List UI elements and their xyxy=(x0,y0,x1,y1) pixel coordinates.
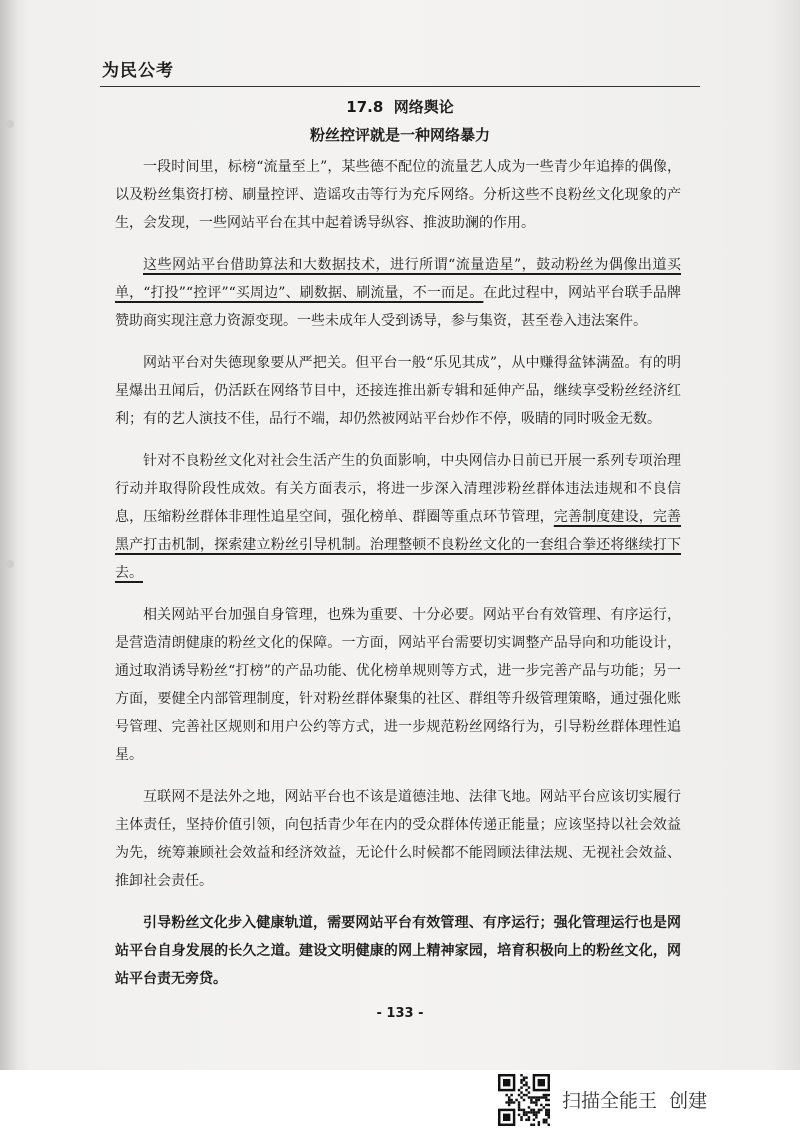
paragraph-text: 一段时间里，标榜“流量至上”，某些德不配位的流量艺人成为一些青少年追捧的偶像，以及粉丝集资打榜、刷量控评、造谣攻击等行为充斥网络。分析这些不良粉丝文化现象的产生，会发现，一些网站平台在其中起着诱导纵容、推波助澜的作用。 xyxy=(115,159,681,231)
paragraph-text: 在此过程中，网站平台联手品牌赞助商实现注意力资源变现。一些未成年人受到诱导，参与集资，甚至卷入违法案件。 xyxy=(115,285,681,329)
paragraph-text: 相关网站平台加强自身管理，也殊为重要、十分必要。网站平台有效管理、有序运行，是营造清朗健康的粉丝文化的保障。一方面，网站平台需要切实调整产品导向和功能设计，通过取消诱导粉丝“打榜”的产品功能、优化榜单规则等方式，进一步完善产品与功能；另一方面，要健全内部管理制度，针对粉丝群体聚集的社区、群组等升级管理策略，通过强化账号管理、完善社区规则和用户公约等方式，进一步规范粉丝网络行为，引导粉丝群体理性追星。 xyxy=(115,607,681,763)
paragraph xyxy=(115,783,681,895)
section-title: 17.8 网络舆论 xyxy=(346,98,454,116)
paragraph-text: 互联网不是法外之地，网站平台也不该是道德洼地、法律飞地。网站平台应该切实履行主体责任，坚持价值引领，向包括青少年在内的受众群体传递正能量；应该坚持以社会效益为先，统筹兼顾社会效益和经济效益，无论什么时候都不能罔顾法律法规、无视社会效益、推卸社会责任。 xyxy=(115,789,681,889)
punch-hole-mark xyxy=(6,120,14,128)
paragraph-text: 网站平台对失德现象要从严把关。但平台一般“乐见其成”，从中赚得盆钵满盈。有的明星爆出丑闻后，仍活跃在网络节目中，还接连推出新专辑和延伸产品，继续享受粉丝经济红利；有的艺人演技不佳，品行不端，却仍然被网站平台炒作不停，吸睛的同时吸金无数。 xyxy=(115,355,681,427)
paragraph xyxy=(115,601,681,769)
running-header: 为民公考 xyxy=(102,61,174,81)
paragraph xyxy=(115,251,681,335)
paragraph-text: 针对不良粉丝文化对社会生活产生的负面影响，中央网信办日前已开展一系列专项治理行动并取得阶段性成效。有关方面表示，将进一步深入清理涉粉丝群体违法违规和不良信息，压缩粉丝群体非理性追星空间，强化榜单、群圈等重点环节管理， xyxy=(115,453,681,525)
paragraph xyxy=(115,909,681,993)
underlined-text: 这些网站平台借助算法和大数据技术，进行所谓“流量造星”，鼓动粉丝为偶像出道买单，“打投”“控评”“买周边”、刷数据、刷流量，不一而足。 xyxy=(115,257,681,301)
paragraph-text: 引导粉丝文化步入健康轨道，需要网站平台有效管理、有序运行；强化管理运行也是网站平台自身发展的长久之道。建设文明健康的网上精神家园，培育积极向上的粉丝文化，网站平台责无旁贷。 xyxy=(115,915,681,987)
paragraph xyxy=(115,153,681,237)
qr-code-icon xyxy=(498,1074,550,1126)
article-body xyxy=(115,153,681,1007)
punch-hole-mark xyxy=(6,560,14,568)
underlined-text: 完善制度建设，完善黑产打击机制，探索建立粉丝引导机制。治理整顿不良粉丝文化的一套组合拳还将继续打下去。 xyxy=(115,509,682,581)
article-title: 粉丝控评就是一种网络暴力 xyxy=(309,126,490,144)
watermark-text: 扫描全能王 创建 xyxy=(562,1090,708,1112)
paragraph xyxy=(115,447,681,587)
page-number: - 133 - xyxy=(376,1006,424,1021)
header-rule xyxy=(100,86,700,87)
paragraph xyxy=(115,349,681,433)
